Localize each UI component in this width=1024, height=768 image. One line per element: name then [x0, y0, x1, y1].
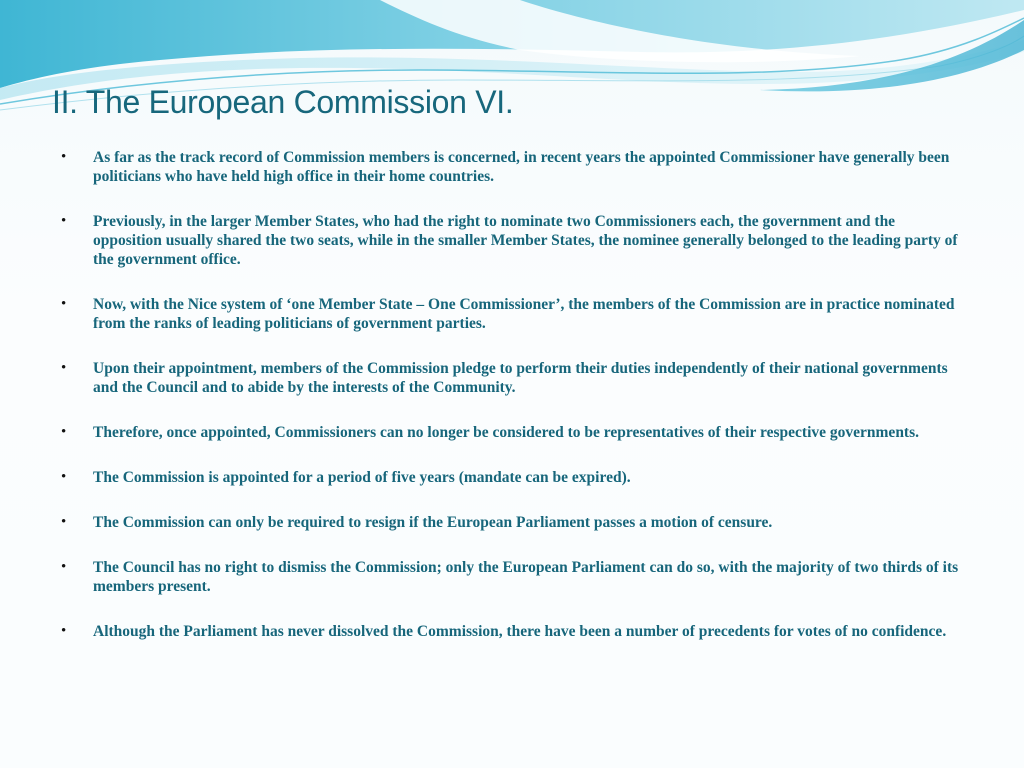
bullet-item — [56, 295, 966, 333]
bullet-dot-icon: • — [61, 296, 67, 312]
bullet-item — [56, 468, 966, 487]
bullet-dot-icon: • — [61, 360, 67, 376]
bullet-text: Although the Parliament has never dissolved the Commission, there have been a number of precedents for votes of no confidence. — [93, 623, 947, 640]
bullet-dot-icon: • — [61, 514, 67, 530]
bullet-dot-icon: • — [61, 424, 67, 440]
bullet-dot-icon: • — [61, 559, 67, 575]
bullet-item — [56, 359, 966, 397]
bullet-item — [56, 423, 966, 442]
bullet-text: The Commission is appointed for a period of five years (mandate can be expired). — [93, 469, 631, 486]
bullet-dot-icon: • — [61, 149, 67, 165]
bullet-text: The Council has no right to dismiss the Commission; only the European Parliament can do so, with the majority of two thirds of its members present. — [93, 559, 959, 595]
slide-title: II. The European Commission VI. — [52, 84, 514, 120]
bullet-item — [56, 622, 966, 641]
bullet-item — [56, 513, 966, 532]
bullet-text: Now, with the Nice system of ‘one Member State – One Commissioner’, the members of the Commission are in practice nominated from the ranks of leading politicians of government parties. — [93, 296, 955, 332]
bullet-item — [56, 148, 966, 186]
bullet-dot-icon: • — [61, 623, 67, 639]
bullet-text: Previously, in the larger Member States, who had the right to nominate two Commissioners each, the government and the opposition usually shared the two seats, while in the smaller Member States, the nominee generally belonged to the leading party of the government office. — [93, 213, 958, 268]
bullet-item — [56, 212, 966, 269]
bullet-dot-icon: • — [61, 469, 67, 485]
bullet-text: Therefore, once appointed, Commissioners can no longer be considered to be representatives of their respective governments. — [93, 424, 920, 441]
bullet-list — [56, 148, 966, 641]
bullet-text: Upon their appointment, members of the Commission pledge to perform their duties independently of their national governments and the Council and to abide by the interests of the Community. — [93, 360, 948, 396]
bullet-item — [56, 558, 966, 596]
bullet-dot-icon: • — [61, 213, 67, 229]
bullet-text: The Commission can only be required to resign if the European Parliament passes a motion of censure. — [93, 514, 773, 531]
bullet-text: As far as the track record of Commission members is concerned, in recent years the appointed Commissioner have generally been politicians who have held high office in their home countries. — [93, 149, 950, 185]
